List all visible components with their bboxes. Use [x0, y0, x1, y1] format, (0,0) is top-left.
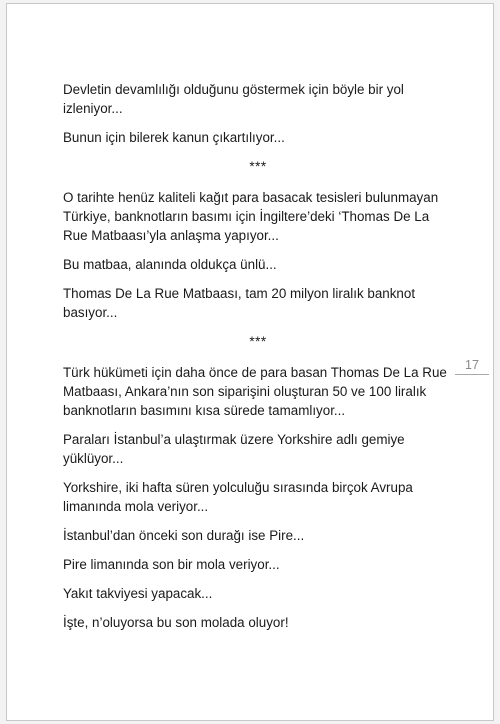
paragraph: Paraları İstanbul’a ulaştırmak üzere Yorkshire adlı gemiye yüklüyor... [63, 432, 405, 466]
paragraph: Yorkshire, iki hafta süren yolculuğu sırasında birçok Avrupa limanında mola veriyor... [63, 480, 413, 514]
section-separator: *** [249, 334, 267, 349]
section-separator: *** [249, 159, 267, 174]
paragraph: Thomas De La Rue Matbaası, tam 20 milyon liralık banknot basıyor... [63, 286, 416, 320]
paragraph: İstanbul’dan önceki son durağı ise Pire... [63, 528, 305, 543]
document-page [6, 3, 494, 721]
paragraph: O tarihte henüz kaliteli kağıt para basacak tesisleri bulunmayan Türkiye, banknotların basımı için İngiltere’deki ‘Thomas De La Rue Matbaası’yla anlaşma yapıyor... [63, 190, 439, 243]
paragraph: Yakıt takviyesi yapacak... [63, 586, 213, 601]
paragraph: Pire limanında son bir mola veriyor... [63, 557, 280, 572]
paragraph: Bu matbaa, alanında oldukça ünlü... [63, 257, 277, 272]
page-number: 17 [455, 358, 489, 375]
page-body [63, 80, 453, 642]
paragraph: Devletin devamlılığı olduğunu göstermek için böyle bir yol izleniyor... [63, 82, 404, 116]
paragraph: Türk hükümeti için daha önce de para basan Thomas De La Rue Matbaası, Ankara’nın son siparişini oluşturan 50 ve 100 liralık banknotların basımını kısa sürede tamamlıyor... [63, 365, 447, 418]
paragraph: Bunun için bilerek kanun çıkartılıyor... [63, 130, 285, 145]
paragraph: İşte, n’oluyorsa bu son molada oluyor! [63, 615, 289, 630]
